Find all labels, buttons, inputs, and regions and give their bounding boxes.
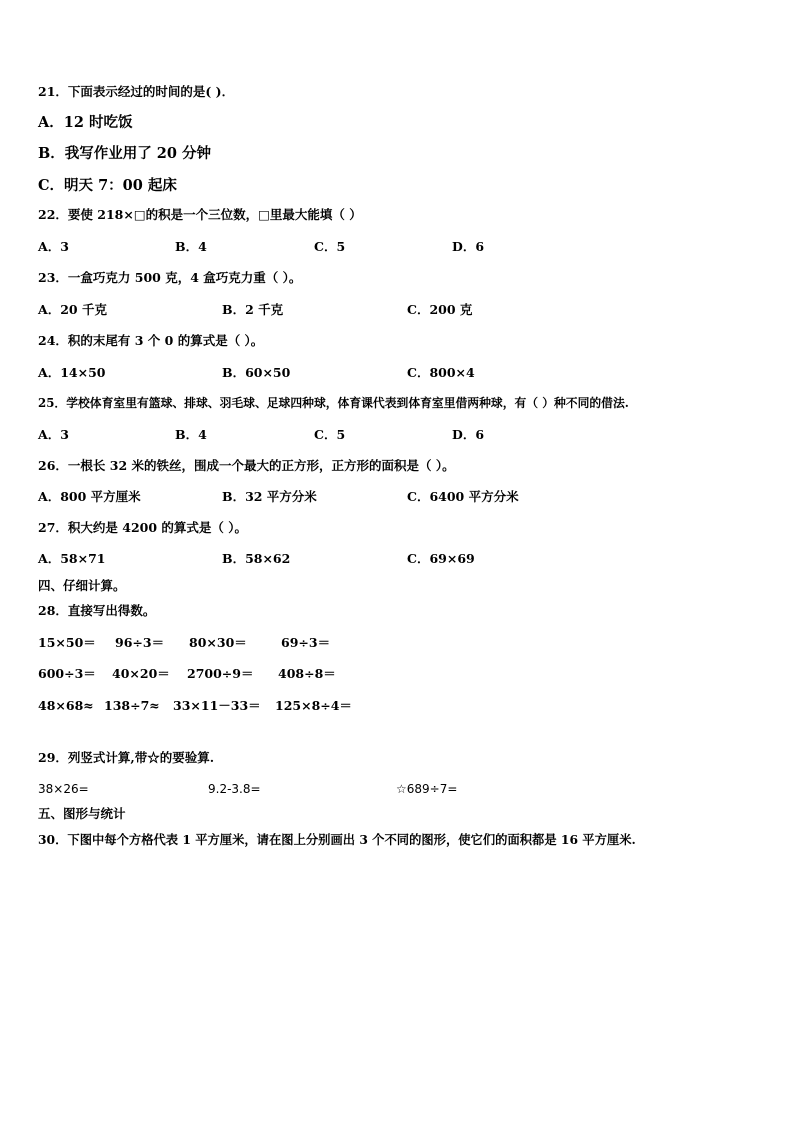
q21-option-a: A．12 时吃饭 bbox=[38, 114, 133, 131]
q24-stem: 24．积的末尾有 3 个 0 的算式是（ ）。 bbox=[38, 333, 264, 348]
q25-option-b: B．4 bbox=[175, 427, 207, 442]
q27-stem: 27．积大约是 4200 的算式是（ ）。 bbox=[38, 520, 247, 535]
q29-item: 38×26= bbox=[38, 782, 89, 796]
q29-stem: 29．列竖式计算,带☆的要验算. bbox=[38, 750, 215, 765]
q21-option-c: C．明天 7：00 起床 bbox=[38, 177, 177, 194]
q23-stem: 23．一盒巧克力 500 克，4 盒巧克力重（ ）。 bbox=[38, 270, 302, 285]
q28-calc-item: 15×50＝ bbox=[38, 635, 96, 650]
q27-option-c: C．69×69 bbox=[407, 551, 475, 566]
q21-option-b: B．我写作业用了 20 分钟 bbox=[38, 145, 212, 162]
q25-stem: 25．学校体育室里有篮球、排球、羽毛球、足球四种球，体育课代表到体育室里借两种球，有（ ）种不同的借法. bbox=[38, 396, 629, 410]
q28-stem: 28．直接写出得数。 bbox=[38, 603, 156, 618]
q29-item: 9.2-3.8= bbox=[208, 782, 261, 796]
q28-calc-item: 138÷7≈ bbox=[104, 698, 160, 713]
q22-option-c: C．5 bbox=[314, 239, 346, 254]
q22-option-a: A．3 bbox=[38, 239, 69, 254]
q25-option-a: A．3 bbox=[38, 427, 69, 442]
q26-stem: 26．一根长 32 米的铁丝，围成一个最大的正方形，正方形的面积是（ ）。 bbox=[38, 458, 455, 473]
q26-option-a: A．800 平方厘米 bbox=[38, 489, 141, 504]
q26-option-b: B．32 平方分米 bbox=[222, 489, 317, 504]
q23-option-a: A．20 千克 bbox=[38, 302, 107, 317]
q27-option-a: A．58×71 bbox=[38, 551, 106, 566]
q30-stem: 30．下图中每个方格代表 1 平方厘米，请在图上分别画出 3 个不同的图形，使它们的面积都是 16 平方厘米. bbox=[38, 832, 636, 847]
q21-stem: 21．下面表示经过的时间的是( )． bbox=[38, 84, 235, 99]
q28-calc-item: 600÷3＝ bbox=[38, 666, 96, 681]
q28-calc-item: 69÷3＝ bbox=[281, 635, 331, 650]
q22-option-d: D．6 bbox=[452, 239, 485, 254]
q28-calc-item: 48×68≈ bbox=[38, 698, 94, 713]
q22-option-b: B．4 bbox=[175, 239, 207, 254]
q25-option-d: D．6 bbox=[452, 427, 485, 442]
section5-title: 五、图形与统计 bbox=[38, 806, 126, 821]
section4-title: 四、仔细计算。 bbox=[38, 578, 126, 593]
q28-calc-item: 96÷3＝ bbox=[115, 635, 165, 650]
q28-calc-item: 40×20＝ bbox=[112, 666, 170, 681]
q29-item-verify: ☆689÷7= bbox=[396, 782, 458, 796]
q22-stem: 22．要使 218×□的积是一个三位数，□里最大能填（ ） bbox=[38, 207, 362, 222]
q28-calc-item: 80×30＝ bbox=[189, 635, 247, 650]
q28-calc-item: 33×11－33＝ bbox=[173, 698, 261, 713]
q24-option-c: C．800×4 bbox=[407, 365, 475, 380]
q28-calc-item: 125×8÷4＝ bbox=[275, 698, 352, 713]
q24-option-a: A．14×50 bbox=[38, 365, 106, 380]
q28-calc-item: 2700÷9＝ bbox=[187, 666, 254, 681]
q25-option-c: C．5 bbox=[314, 427, 346, 442]
q23-option-c: C．200 克 bbox=[407, 302, 473, 317]
q24-option-b: B．60×50 bbox=[222, 365, 291, 380]
q27-option-b: B．58×62 bbox=[222, 551, 291, 566]
q23-option-b: B．2 千克 bbox=[222, 302, 284, 317]
q28-calc-item: 408÷8＝ bbox=[278, 666, 336, 681]
q26-option-c: C．6400 平方分米 bbox=[407, 489, 519, 504]
